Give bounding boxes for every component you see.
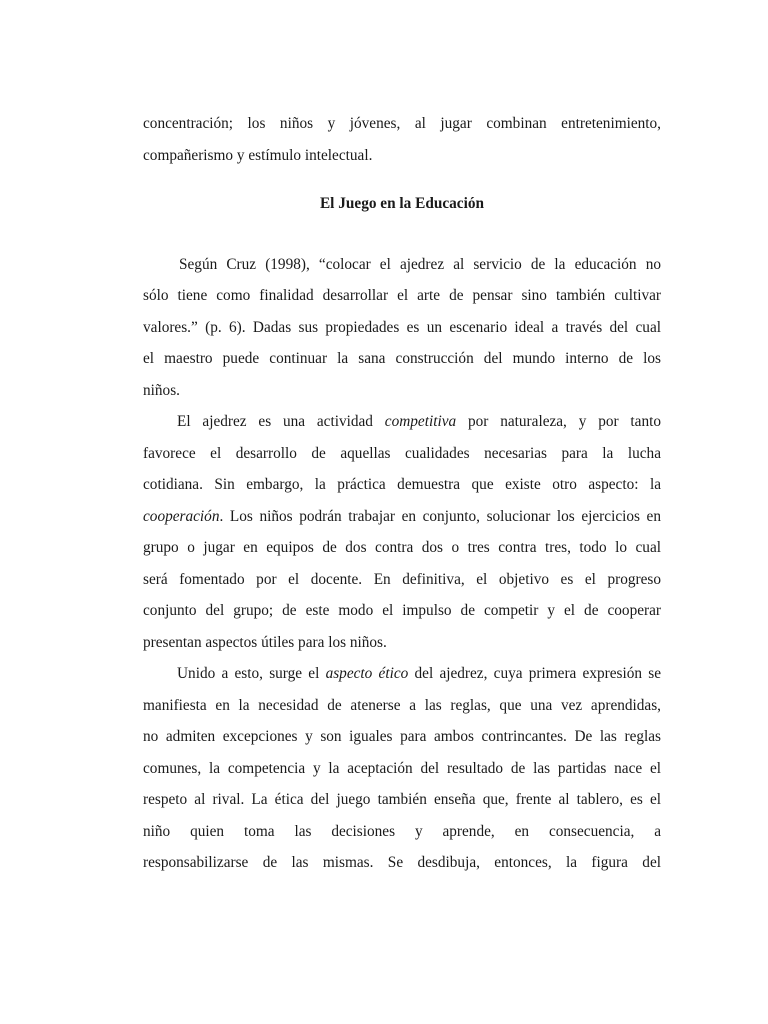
paragraph-cruz-quote bbox=[143, 249, 661, 407]
section-heading: El Juego en la Educación bbox=[319, 195, 485, 212]
text-run: . Los niños podrán trabajar en conjunto, solucionar los ejercicios en bbox=[219, 507, 661, 525]
text-line: grupo o jugar en equipos de dos contra dos o tres contra tres, todo lo cual bbox=[143, 539, 661, 556]
text-line: niños. bbox=[143, 381, 180, 399]
paragraph-continuation bbox=[143, 108, 661, 171]
text-line: sólo tiene como finalidad desarrollar el arte de pensar sino también cultivar bbox=[143, 287, 661, 304]
text-line: respeto al rival. La ética del juego también enseña que, frente al tablero, es el bbox=[143, 791, 661, 808]
text-line: Según Cruz (1998), “colocar el ajedrez al servicio de la educación no bbox=[179, 255, 661, 273]
italic-term: competitiva bbox=[384, 413, 457, 430]
text-line: valores.” (p. 6). Dadas sus propiedades es un escenario ideal a través del cual bbox=[143, 318, 661, 336]
text-line bbox=[143, 501, 661, 533]
text-line: responsabilizarse de las mismas. Se desdibuja, entonces, la figura del bbox=[143, 854, 661, 871]
text-line: comunes, la competencia y la aceptación del resultado de las partidas nace el bbox=[143, 759, 661, 777]
text-line bbox=[143, 658, 661, 690]
text-line: el maestro puede continuar la sana construcción del mundo interno de los bbox=[143, 350, 661, 367]
text-run: El ajedrez es una actividad bbox=[177, 413, 385, 430]
text-line: no admiten excepciones y son iguales para ambos contrincantes. De las reglas bbox=[143, 728, 661, 745]
text-run: Unido a esto, surge el bbox=[177, 665, 326, 682]
text-line: compañerismo y estímulo intelectual. bbox=[143, 146, 373, 164]
italic-term: aspecto ético bbox=[325, 665, 409, 682]
italic-term: cooperación bbox=[143, 507, 220, 525]
document-page bbox=[143, 108, 661, 879]
text-line: favorece el desarrollo de aquellas cualidades necesarias para la lucha bbox=[143, 444, 661, 462]
text-line: manifiesta en la necesidad de atenerse a las reglas, que una vez aprendidas, bbox=[143, 696, 661, 714]
text-line: conjunto del grupo; de este modo el impulso de competir y el de cooperar bbox=[143, 602, 661, 619]
paragraph-aspecto-etico bbox=[143, 658, 661, 879]
text-line: cotidiana. Sin embargo, la práctica demuestra que existe otro aspecto: la bbox=[143, 476, 661, 493]
text-line bbox=[143, 406, 661, 438]
text-line: será fomentado por el docente. En definitiva, el objetivo es el progreso bbox=[143, 570, 661, 588]
paragraph-competitiva bbox=[143, 406, 661, 658]
text-line: concentración; los niños y jóvenes, al jugar combinan entretenimiento, bbox=[143, 115, 661, 132]
text-line: presentan aspectos útiles para los niños. bbox=[143, 633, 387, 651]
text-line: niño quien toma las decisiones y aprende, en consecuencia, a bbox=[143, 822, 661, 840]
text-run: del ajedrez, cuya primera expresión se bbox=[408, 665, 661, 682]
text-run: por naturaleza, y por tanto bbox=[456, 413, 661, 430]
